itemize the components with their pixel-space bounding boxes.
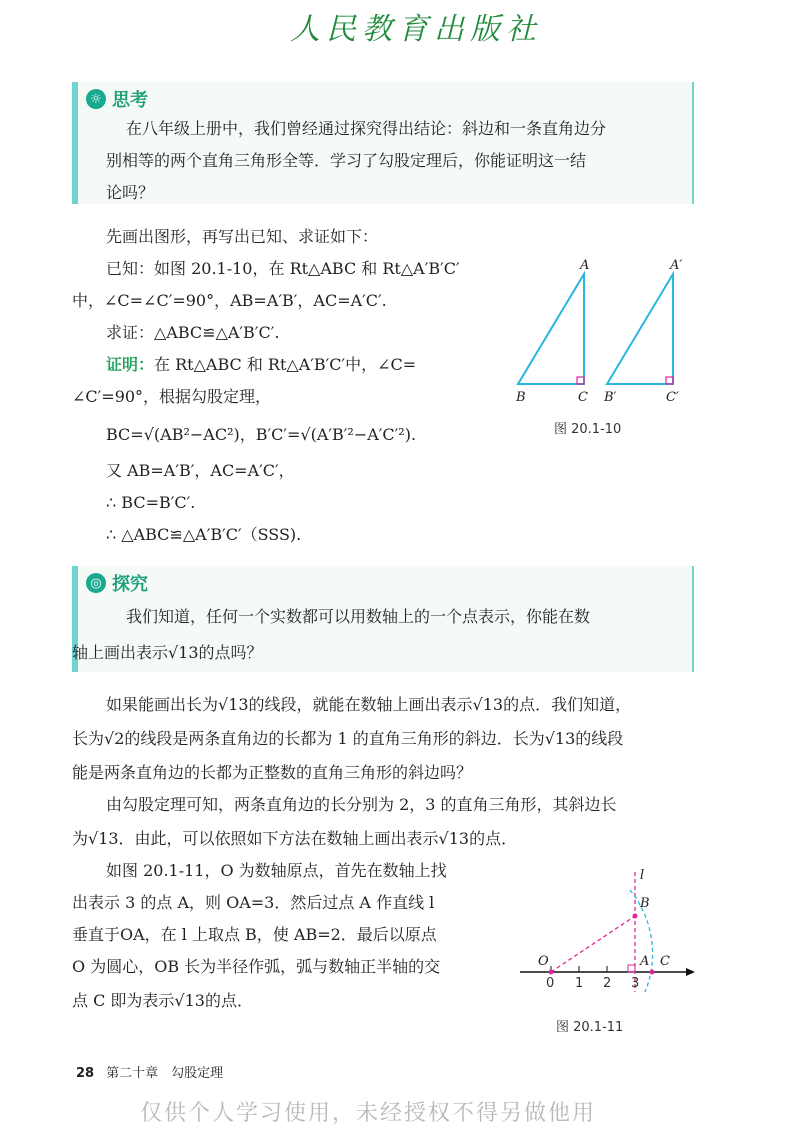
label-b-prime: B′	[604, 390, 617, 405]
think-line-1: 在八年级上册中，我们曾经通过探究得出结论：斜边和一条直角边分	[126, 119, 607, 138]
proof-line-therefore-2: ∴ △ABC≌△A′B′C′（SSS).	[106, 525, 302, 544]
explore-box-title: 探究	[112, 574, 148, 595]
body-line-1: 如果能画出长为√13的线段，就能在数轴上画出表示√13的点．我们知道，	[106, 695, 632, 714]
label-point-b: B	[640, 896, 650, 911]
label-point-c: C	[660, 954, 670, 969]
proof-start-text: 在 Rt△ABC 和 Rt△A′B′C′中，∠C=	[154, 355, 417, 374]
box-accent-bar	[72, 82, 78, 204]
tick-label-3: 3	[631, 976, 640, 991]
page-footer	[76, 1062, 223, 1081]
label-c-prime: C′	[666, 390, 679, 405]
body-line-3: 能是两条直角边的长都为正整数的直角三角形的斜边吗？	[72, 763, 473, 782]
explore-line-1: 我们知道，任何一个实数都可以用数轴上的一个点表示，你能在数	[126, 607, 591, 626]
triangle-abc-prime	[607, 274, 673, 384]
proof-intro: 先画出图形，再写出已知、求证如下：	[106, 227, 379, 246]
proof-line-also: 又 AB=A′B′，AC=A′C′，	[106, 461, 295, 480]
label-c: C	[578, 390, 588, 405]
body-line-5: 为√13．由此，可以依照如下方法在数轴上画出表示√13的点．	[72, 829, 518, 848]
page-number: 28	[76, 1066, 95, 1081]
axis-arrow	[686, 968, 695, 976]
box-border	[692, 82, 694, 204]
watermark: 仅供个人学习使用，未经授权不得另做他用	[140, 1101, 597, 1126]
think-box-title: 思考	[112, 90, 148, 111]
tick-label-0: 0	[546, 976, 555, 991]
chapter-title: 第二十章 勾股定理	[106, 1066, 224, 1081]
explore-icon: ◎	[86, 573, 106, 593]
explore-line-2: 轴上画出表示√13的点吗？	[72, 643, 263, 662]
triangle-abc	[518, 274, 584, 384]
proof-line-bc: BC=√(AB²−AC²)，B′C′=√(A′B′²−A′C′²).	[106, 425, 417, 444]
right-angle-mark	[628, 965, 635, 972]
label-a-prime: A′	[670, 258, 683, 273]
figure-1-caption: 图 20.1-10	[554, 422, 622, 437]
proof-given-1: 已知：如图 20.1-10，在 Rt△ABC 和 Rt△A′B′C′	[106, 259, 460, 278]
proof-start	[106, 350, 416, 380]
body-line-8: 垂直于OA，在 l 上取点 B，使 AB=2．最后以原点	[72, 925, 437, 944]
tick-label-2: 2	[603, 976, 612, 991]
right-angle-mark-c-prime	[666, 377, 673, 384]
think-line-3: 论吗？	[106, 183, 155, 202]
point-o	[549, 970, 554, 975]
point-c	[650, 970, 655, 975]
segment-ob	[551, 916, 635, 972]
body-line-6: 如图 20.1-11，O 为数轴原点，首先在数轴上找	[106, 861, 447, 880]
body-line-2: 长为√2的线段是两条直角边的长都为 1 的直角三角形的斜边．长为√13的线段	[72, 729, 624, 748]
figure-20-1-10	[500, 256, 700, 406]
body-line-9: O 为圆心，OB 长为半径作弧，弧与数轴正半轴的交	[72, 957, 441, 976]
label-line-l: l	[640, 868, 645, 883]
point-b	[633, 914, 638, 919]
label-a: A	[580, 258, 590, 273]
label-point-o: O	[538, 954, 549, 969]
right-angle-mark-c	[577, 377, 584, 384]
figure-2-caption: 图 20.1-11	[556, 1020, 624, 1035]
explore-box-header	[86, 570, 148, 596]
body-line-7: 出表示 3 的点 A，则 OA=3．然后过点 A 作直线 l	[72, 893, 435, 912]
think-line-2: 别相等的两个直角三角形全等．学习了勾股定理后，你能证明这一结	[106, 151, 587, 170]
proof-to-prove: 求证：△ABC≌△A′B′C′.	[106, 323, 280, 342]
lightbulb-icon: ☼	[86, 89, 106, 109]
proof-line-therefore-1: ∴ BC=B′C′.	[106, 493, 196, 512]
label-point-a: A	[640, 954, 650, 969]
tick-label-1: 1	[575, 976, 584, 991]
label-b: B	[516, 390, 526, 405]
proof-label: 证明：	[106, 355, 155, 374]
think-box-header	[86, 86, 148, 112]
proof-line-angle: ∠C′=90°，根据勾股定理，	[72, 387, 272, 406]
body-line-4: 由勾股定理可知，两条直角边的长分别为 2，3 的直角三角形，其斜边长	[106, 795, 617, 814]
body-line-10: 点 C 即为表示√13的点．	[72, 991, 253, 1010]
box-border	[692, 566, 694, 672]
publisher-logo: 人民教育出版社	[290, 12, 542, 47]
proof-given-2: 中，∠C=∠C′=90°，AB=A′B′，AC=A′C′.	[72, 291, 387, 310]
